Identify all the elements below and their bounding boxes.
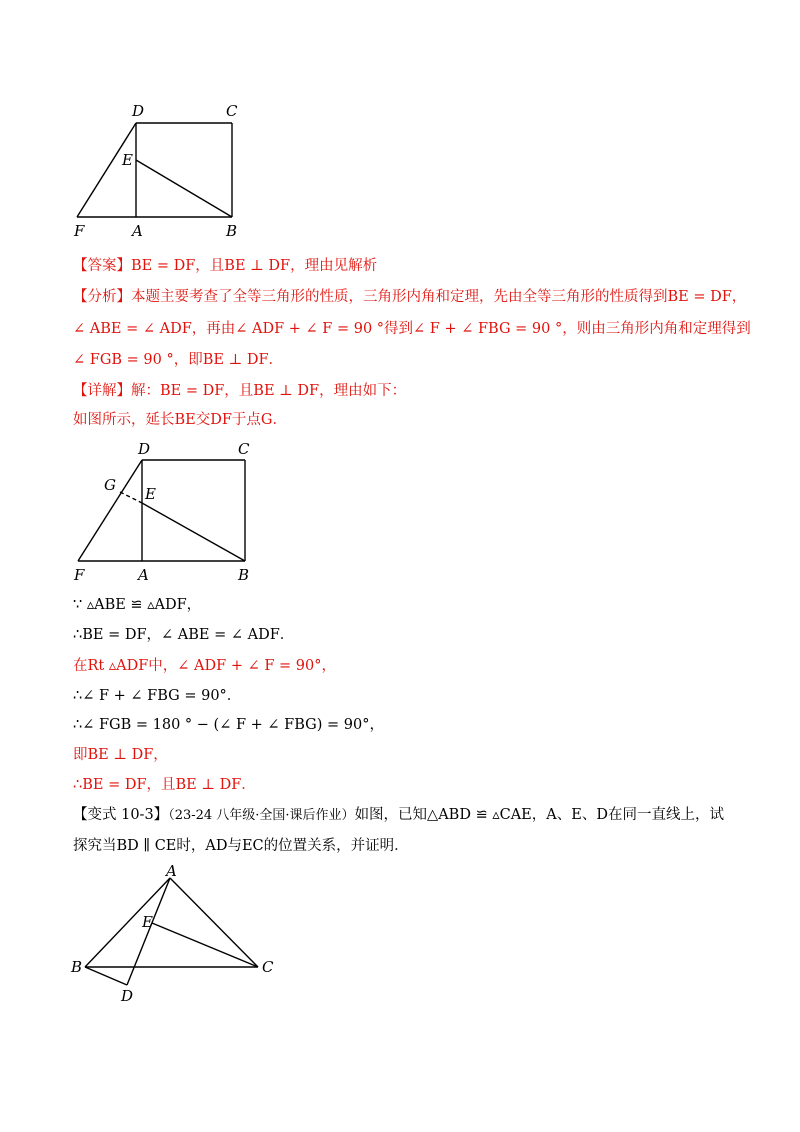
label-g: G	[104, 476, 116, 494]
label-c: C	[226, 102, 238, 120]
label-a: A	[166, 862, 177, 880]
segment-fd	[77, 123, 136, 217]
variant-text-1: 如图，已知△ABD ≌ ▵CAE，A、E、D在同一直线上，试	[354, 807, 724, 823]
figure-1	[60, 98, 260, 238]
label-c: C	[238, 440, 250, 458]
segment-ge-dashed	[120, 492, 142, 503]
answer-tag: 【答案】	[73, 258, 131, 274]
figure-2	[60, 437, 270, 587]
analysis-text-1: 本题主要考查了全等三角形的性质，三角形内角和定理，先由全等三角形的性质得到BE = DF，	[131, 289, 747, 305]
label-a: A	[138, 566, 149, 584]
proof-line-3: 在Rt ▵ADF中，∠ ADF + ∠ F = 90°，	[73, 658, 336, 674]
segment-ac	[170, 878, 258, 967]
proof-line-1: ∵ ▵ABE ≌ ▵ADF，	[73, 597, 202, 613]
label-e: E	[145, 485, 156, 503]
answer-line	[73, 256, 377, 276]
detail-line-1	[73, 381, 406, 401]
detail-tag: 【详解】	[73, 383, 131, 399]
segment-ba	[85, 878, 170, 967]
figure-1-svg	[60, 98, 260, 238]
detail-line-2: 如图所示，延长BE交DF于点G．	[73, 412, 288, 428]
answer-text: BE = DF，且BE ⊥ DF，理由见解析	[131, 258, 378, 274]
analysis-line-1	[73, 287, 746, 307]
label-e: E	[142, 913, 153, 931]
label-a: A	[132, 222, 143, 240]
label-c: C	[262, 958, 274, 976]
analysis-tag: 【分析】	[73, 289, 131, 305]
proof-line-7: ∴BE = DF，且BE ⊥ DF．	[73, 777, 256, 793]
detail-text-1: 解：BE = DF，且BE ⊥ DF，理由如下：	[131, 383, 407, 399]
label-e: E	[122, 151, 133, 169]
segment-bd	[85, 967, 127, 985]
segment-ec	[152, 923, 258, 967]
proof-line-5: ∴∠ FGB = 180 ° − (∠ F + ∠ FBG) = 90°，	[73, 717, 384, 733]
variant-line-2: 探究当BD ∥ CE时，AD与EC的位置关系，并证明．	[73, 838, 409, 854]
variant-line-1	[73, 805, 724, 826]
label-f: F	[74, 566, 85, 584]
figure-3-svg	[66, 860, 286, 1010]
segment-eb	[136, 160, 232, 217]
figure-3	[66, 860, 286, 1010]
figure-2-svg	[60, 437, 270, 587]
label-b: B	[71, 958, 83, 976]
label-b: B	[238, 566, 250, 584]
segment-ad	[127, 878, 170, 985]
segment-eb	[142, 503, 245, 561]
label-d: D	[121, 987, 134, 1005]
variant-source: （23-24 八年级·全国·课后作业）	[168, 808, 355, 823]
label-f: F	[74, 222, 85, 240]
proof-line-4: ∴∠ F + ∠ FBG = 90°．	[73, 688, 242, 704]
label-d: D	[138, 440, 151, 458]
analysis-line-3: ∠ FGB = 90 °，即BE ⊥ DF．	[73, 352, 284, 368]
analysis-line-2: ∠ ABE = ∠ ADF，再由∠ ADF + ∠ F = 90 °得到∠ F + ∠ FBG = 90 °，则由三角形内角和定理得到	[73, 321, 751, 337]
label-b: B	[226, 222, 238, 240]
label-d: D	[132, 102, 145, 120]
variant-tag: 【变式 10-3】	[73, 807, 169, 823]
proof-line-6: 即BE ⊥ DF，	[73, 747, 168, 763]
proof-line-2: ∴BE = DF，∠ ABE = ∠ ADF．	[73, 627, 295, 643]
